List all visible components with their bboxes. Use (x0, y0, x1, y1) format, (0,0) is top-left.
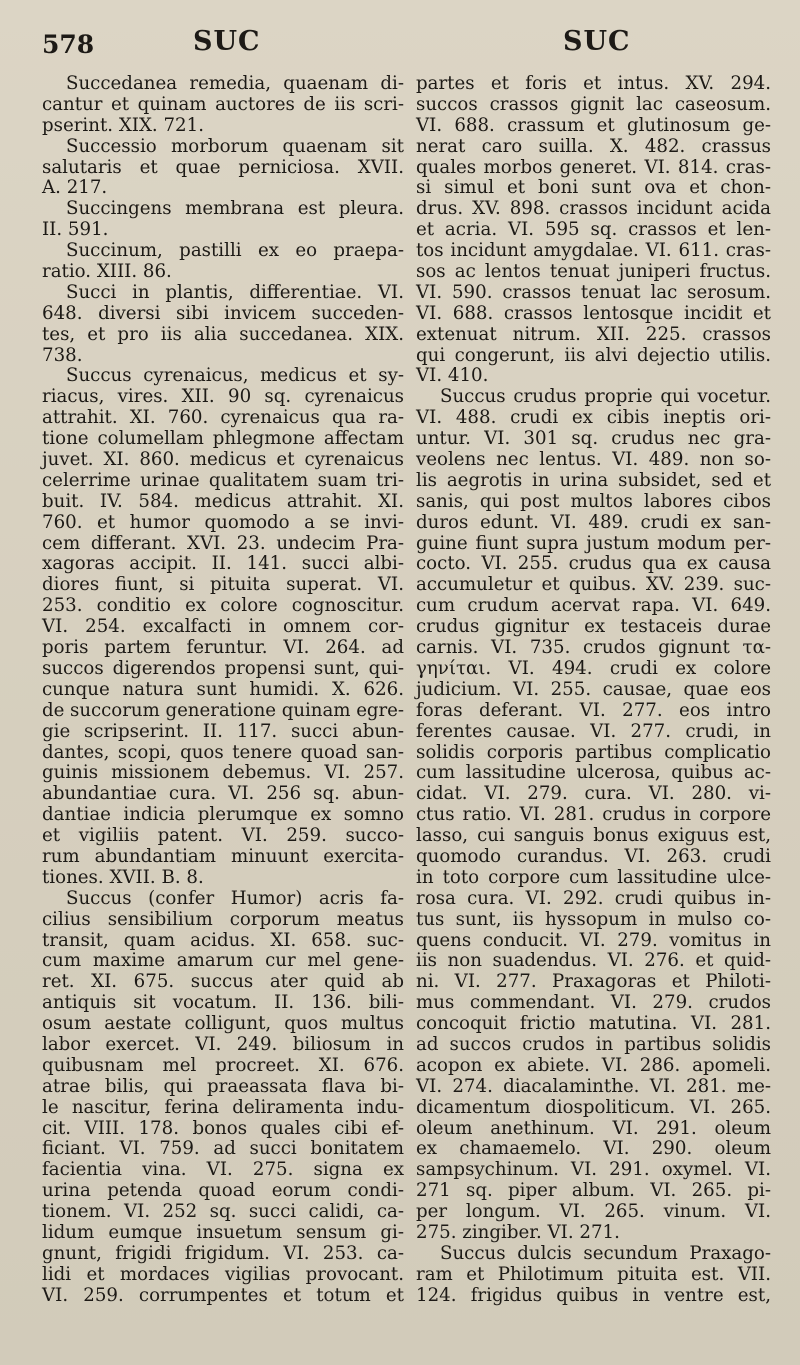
text-line: dicamentum diospoliticum. VI. 265. (416, 1096, 771, 1118)
text-line: tionem. VI. 252 sq. succi calidi, ca- (42, 1201, 404, 1223)
text-line: tus sunt, iis hyssopum in mulso co- (416, 908, 771, 930)
text-line: iis non suadendus. VI. 276. et quid- (416, 950, 771, 972)
text-line: diores fiunt, si pituita superat. VI. (42, 574, 404, 596)
text-line: Succedanea remedia, quaenam di- (66, 73, 404, 94)
text-line: quales morbos generet. VI. 814. cras- (416, 156, 771, 178)
text-line: Successio morborum quaenam sit (66, 135, 404, 157)
text-line: partes et foris et intus. XV. 294. (416, 73, 771, 94)
text-line: succos crassos gignit lac caseosum. (416, 93, 771, 115)
text-line: ex chamaemelo. VI. 290. oleum (416, 1138, 771, 1160)
text-line: acopon ex abiete. VI. 286. apomeli. (416, 1054, 771, 1076)
text-line: cum maxime amarum cur mel gene- (42, 950, 404, 972)
text-line: γηνίται. VI. 494. crudi ex colore (416, 657, 771, 679)
right-column (416, 74, 771, 1307)
text-line: 760. et humor quomodo a se invi- (42, 511, 404, 533)
text-line: salutaris et quae perniciosa. XVII. (42, 156, 404, 178)
text-line: qui congerunt, iis alvi dejectio utilis. (416, 344, 771, 366)
text-line: Succus crudus proprie qui vocetur. (440, 386, 771, 408)
text-line: atrae bilis, qui praeassata flava bi- (42, 1075, 404, 1097)
text-line: tes, et pro iis alia succedanea. XIX. (42, 323, 404, 345)
text-line: untur. VI. 301 sq. crudus nec gra- (416, 428, 771, 450)
text-line: VI. 259. corrumpentes et totum et (42, 1284, 404, 1306)
text-line: cem differant. XVI. 23. undecim Pra- (42, 532, 404, 554)
text-line: si simul et boni sunt ova et chon- (416, 177, 771, 199)
text-line: quibusnam mel procreet. XI. 676. (42, 1054, 404, 1076)
text-line: rosa cura. VI. 292. crudi quibus in- (416, 887, 771, 909)
text-line: concoquit frictio matutina. VI. 281. (416, 1013, 771, 1035)
text-line: 275. zingiber. VI. 271. (416, 1221, 620, 1243)
text-line: poris partem feruntur. VI. 264. ad (42, 637, 404, 659)
text-line: drus. XV. 898. crassos incidunt acida (416, 198, 771, 220)
text-line: dantes, scopi, quos tenere quoad san- (42, 741, 404, 763)
text-line: tione columellam phlegmone affectam (42, 428, 404, 450)
text-line: quens conducit. VI. 279. vomitus in (416, 929, 771, 951)
text-line: duros edunt. VI. 489. crudi ex san- (416, 511, 771, 533)
left-column (42, 74, 404, 1307)
text-line: sampsychinum. VI. 291. oxymel. VI. (416, 1159, 771, 1181)
text-line: cidat. VI. 279. cura. VI. 280. vi- (416, 783, 771, 805)
text-line: oleum anethinum. VI. 291. oleum (416, 1117, 771, 1139)
text-line: VI. 688. crassos lentosque incidit et (416, 302, 771, 324)
text-line: cunque natura sunt humidi. X. 626. (42, 678, 404, 700)
text-line: VI. 254. excalfacti in omnem cor- (42, 616, 404, 638)
text-line: et acria. VI. 595 sq. crassos et len- (416, 219, 771, 241)
text-line: cum crudum acervat rapa. VI. 649. (416, 595, 771, 617)
text-line: de succorum generatione quinam egre- (42, 699, 404, 721)
page-header (0, 26, 800, 70)
text-line: 648. diversi sibi invicem succeden- (42, 302, 404, 324)
text-line: extenuat nitrum. XII. 225. crassos (416, 323, 771, 345)
text-line: ni. VI. 277. Praxagoras et Philoti- (416, 971, 771, 993)
text-line: mus commendant. VI. 279. crudos (416, 992, 771, 1014)
text-line: Succus cyrenaicus, medicus et sy- (66, 365, 404, 387)
text-line: labor exercet. VI. 249. biliosum in (42, 1033, 404, 1055)
text-line: 271 sq. piper album. VI. 265. pi- (416, 1180, 771, 1202)
text-line: buit. IV. 584. medicus attrahit. XI. (42, 490, 404, 512)
text-line: lidum eumque insuetum sensum gi- (42, 1221, 404, 1243)
text-line: foras deferant. VI. 277. eos intro (416, 699, 771, 721)
text-line: lis aegrotis in urina subsidet, sed et (416, 469, 771, 491)
text-line: cilius sensibilium corporum meatus (42, 908, 404, 930)
text-line: VI. 590. crassos tenuat lac serosum. (416, 281, 771, 303)
text-line: riacus, vires. XII. 90 sq. cyrenaicus (42, 386, 404, 408)
text-line: VI. 488. crudi ex cibis ineptis ori- (416, 407, 771, 429)
text-line: veolens nec lentus. VI. 489. non so- (416, 449, 771, 471)
text-line: lidi et mordaces vigilias provocant. (42, 1263, 404, 1285)
text-line: 124. frigidus quibus in ventre est, (416, 1284, 771, 1306)
text-line: osum aestate colligunt, quos multus (42, 1013, 404, 1035)
text-line: facientia vina. VI. 275. signa ex (42, 1159, 404, 1181)
text-line: 738. (42, 344, 83, 366)
running-head-right: SUC (563, 26, 631, 57)
text-line: guinis missionem debemus. VI. 257. (42, 762, 404, 784)
text-line: per longum. VI. 265. vinum. VI. (416, 1201, 771, 1223)
page-number: 578 (42, 30, 95, 59)
text-line: VI. 688. crassum et glutinosum ge- (416, 114, 771, 136)
text-line: A. 217. (42, 177, 108, 199)
text-line: ram et Philotimum pituita est. VII. (416, 1263, 771, 1285)
text-line: succos digerendos propensi sunt, qui- (42, 657, 404, 679)
text-line: gie scripserint. II. 117. succi abun- (42, 720, 404, 742)
text-line: le nascitur, ferina deliramenta indu- (42, 1096, 404, 1118)
text-line: transit, quam acidus. XI. 658. suc- (42, 929, 404, 951)
text-line: cocto. VI. 255. crudus qua ex causa (416, 553, 771, 575)
text-line: antiquis sit vocatum. II. 136. bili- (42, 992, 404, 1014)
text-line: cit. VIII. 178. bonos quales cibi ef- (42, 1117, 404, 1139)
text-line: abundantiae cura. VI. 256 sq. abun- (42, 783, 404, 805)
text-line: ficiant. VI. 759. ad succi bonitatem (42, 1138, 404, 1160)
text-line: quomodo curandus. VI. 263. crudi (416, 845, 771, 867)
text-line: VI. 274. diacalaminthe. VI. 281. me- (416, 1075, 771, 1097)
text-line: crudus gignitur ex testaceis durae (416, 616, 771, 638)
text-line: attrahit. XI. 760. cyrenaicus qua ra- (42, 407, 404, 429)
text-line: pserint. XIX. 721. (42, 114, 204, 136)
text-line: tiones. XVII. B. 8. (42, 866, 204, 888)
text-line: dantiae indicia plerumque ex somno (42, 804, 404, 826)
text-line: ret. XI. 675. succus ater quid ab (42, 971, 404, 993)
text-line: 253. conditio ex colore cognoscitur. (42, 595, 404, 617)
text-line: sos ac lentos tenuat juniperi fructus. (416, 261, 771, 283)
text-line: in toto corpore cum lassitudine ulce- (416, 866, 771, 888)
text-line: Succus (confer Humor) acris fa- (66, 887, 404, 909)
text-line: urina petenda quoad eorum condi- (42, 1180, 404, 1202)
text-line: lasso, cui sanguis bonus exiguus est, (416, 825, 771, 847)
text-line: judicium. VI. 255. causae, quae eos (416, 678, 771, 700)
text-line: ratio. XIII. 86. (42, 261, 172, 283)
text-line: Succi in plantis, differentiae. VI. (66, 281, 404, 303)
text-line: tos incidunt amygdalae. VI. 611. cras- (416, 240, 771, 262)
running-head-left: SUC (193, 26, 261, 57)
text-line: gnunt, frigidi frigidum. VI. 253. ca- (42, 1242, 404, 1264)
text-line: guine fiunt supra justum modum per- (416, 532, 771, 554)
text-line: nerat caro suilla. X. 482. crassus (416, 135, 771, 157)
text-line: Succingens membrana est pleura. (66, 198, 404, 220)
text-line: ctus ratio. VI. 281. crudus in corpore (416, 804, 771, 826)
text-line: juvet. XI. 860. medicus et cyrenaicus (42, 449, 404, 471)
text-line: VI. 410. (416, 365, 489, 387)
text-line: xagoras accipit. II. 141. succi albi- (42, 553, 404, 575)
text-line: carnis. VI. 735. crudos gignunt τα- (416, 637, 771, 659)
text-line: accumuletur et quibus. XV. 239. suc- (416, 574, 771, 596)
text-line: cantur et quinam auctores de iis scri- (42, 93, 404, 115)
text-line: cum lassitudine ulcerosa, quibus ac- (416, 762, 771, 784)
text-line: Succinum, pastilli ex eo praepa- (66, 240, 404, 262)
text-line: ad succos crudos in partibus solidis (416, 1033, 771, 1055)
text-line: ferentes causae. VI. 277. crudi, in (416, 720, 771, 742)
text-line: celerrime urinae qualitatem suam tri- (42, 469, 404, 491)
text-line: solidis corporis partibus complicatio (416, 741, 771, 763)
text-line: rum abundantiam minuunt exercita- (42, 845, 404, 867)
text-line: Succus dulcis secundum Praxago- (440, 1242, 771, 1264)
text-line: sanis, qui post multos labores cibos (416, 490, 771, 512)
text-line: II. 591. (42, 219, 109, 241)
text-line: et vigiliis patent. VI. 259. succo- (42, 825, 404, 847)
